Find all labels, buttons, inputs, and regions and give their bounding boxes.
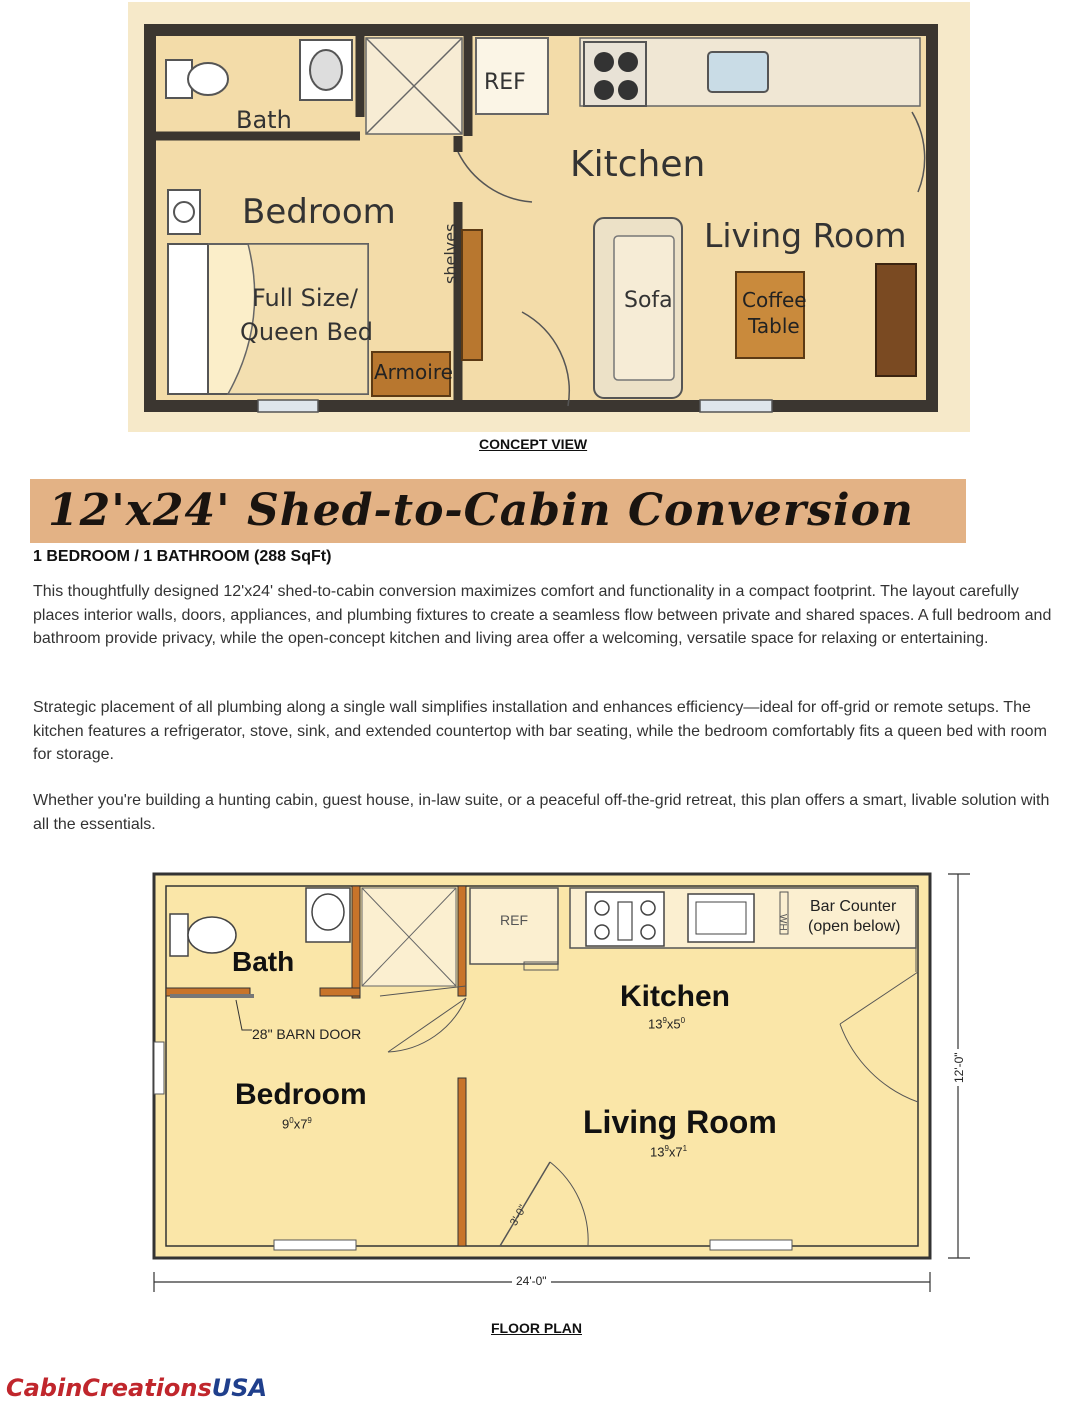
description-paragraph-2: Strategic placement of all plumbing along a single wall simplifies installation and enhances efficiency—ideal for off-grid or remote setups. The kitchen features a refrigerator, stove, sink, and extended countertop with bar seating, while the bedroom comfortably fits a queen bed with room for storage. (33, 699, 1047, 763)
concept-sofa-label: Sofa (624, 288, 673, 313)
floor-bath-label: Bath (232, 946, 295, 977)
page-title: 12'x24' Shed-to-Cabin Conversion (48, 485, 914, 536)
depth-dimension-label: 12'-0" (952, 1049, 966, 1086)
concept-bath-sink-icon (300, 40, 352, 100)
page-subtitle: 1 BEDROOM / 1 BATHROOM (288 SqFt) (33, 548, 332, 565)
concept-ref-label: REF (484, 70, 526, 95)
concept-tv-cabinet (876, 264, 916, 376)
floor-shower-icon (362, 888, 456, 986)
water-heater-label: WH (777, 914, 788, 931)
brand-logo-part-a: CabinCreations (6, 1374, 212, 1402)
floor-plan-caption: FLOOR PLAN (491, 1320, 582, 1336)
concept-bath-label: Bath (236, 106, 292, 134)
floor-kitchen-label: Kitchen (620, 980, 731, 1013)
floor-living-label: Living Room (583, 1104, 777, 1140)
concept-armoire-label: Armoire (374, 360, 453, 384)
concept-view-caption: CONCEPT VIEW (479, 436, 588, 452)
floor-ref-label: REF (500, 912, 528, 928)
floor-stove-icon (586, 892, 664, 946)
bar-counter-label-1: Bar Counter (810, 898, 897, 915)
floor-toilet-icon (170, 914, 236, 956)
floor-bedroom-dimensions: $9^0x7^9$ (282, 1116, 312, 1132)
description-paragraph-1: This thoughtfully designed 12'x24' shed-to-cabin conversion maximizes comfort and functionality in a compact footprint. The layout carefully places interior walls, doors, appliances, and plumbing fixtures to create a seamless flow between private and shared spaces. A full bedroom and bathroom provide privacy, while the open-concept kitchen and living area offer a welcoming, versatile space for relaxing or entertaining. (33, 583, 1052, 647)
floor-bath-sink-icon (306, 888, 350, 942)
concept-kitchen-sink-icon (708, 52, 768, 92)
concept-shelves (462, 230, 482, 360)
barn-door-label: 28" BARN DOOR (252, 1026, 362, 1042)
concept-bed-label-2: Queen Bed (240, 318, 373, 346)
concept-bed-label-1: Full Size/ (252, 284, 359, 312)
title-banner (30, 479, 966, 543)
concept-shower-icon (366, 38, 462, 134)
floor-kitchen-dimensions: $13^9x5^0$ (648, 1016, 686, 1032)
concept-living-label: Living Room (704, 216, 907, 255)
concept-shelves-label: shelves (441, 223, 460, 284)
floor-bedroom-label: Bedroom (235, 1078, 367, 1111)
concept-toilet-icon (166, 60, 228, 98)
concept-fan-icon (168, 190, 200, 234)
concept-view-illustration (128, 2, 970, 432)
floor-kitchen-sink-icon (688, 894, 754, 942)
description-paragraph-3: Whether you're building a hunting cabin, guest house, in-law suite, or a peaceful off-the-grid retreat, this plan offers a smart, livable solution with all the essentials. (33, 792, 1050, 833)
brand-logo-part-b: USA (211, 1374, 268, 1402)
brand-logo (6, 1374, 267, 1402)
concept-stove-icon (584, 42, 646, 106)
concept-coffee-label-2: Table (748, 314, 800, 338)
concept-kitchen-label: Kitchen (570, 144, 706, 185)
floor-living-dimensions: $13^9x7^1$ (650, 1144, 688, 1160)
floor-plan-drawing (140, 862, 980, 1312)
concept-coffee-label-1: Coffee (742, 288, 807, 312)
width-dimension-label: 24'-0" (512, 1274, 551, 1288)
door-width-label: 3'-0" (508, 1203, 530, 1228)
concept-bedroom-label: Bedroom (242, 192, 396, 232)
bar-counter-label-2: (open below) (808, 918, 901, 935)
